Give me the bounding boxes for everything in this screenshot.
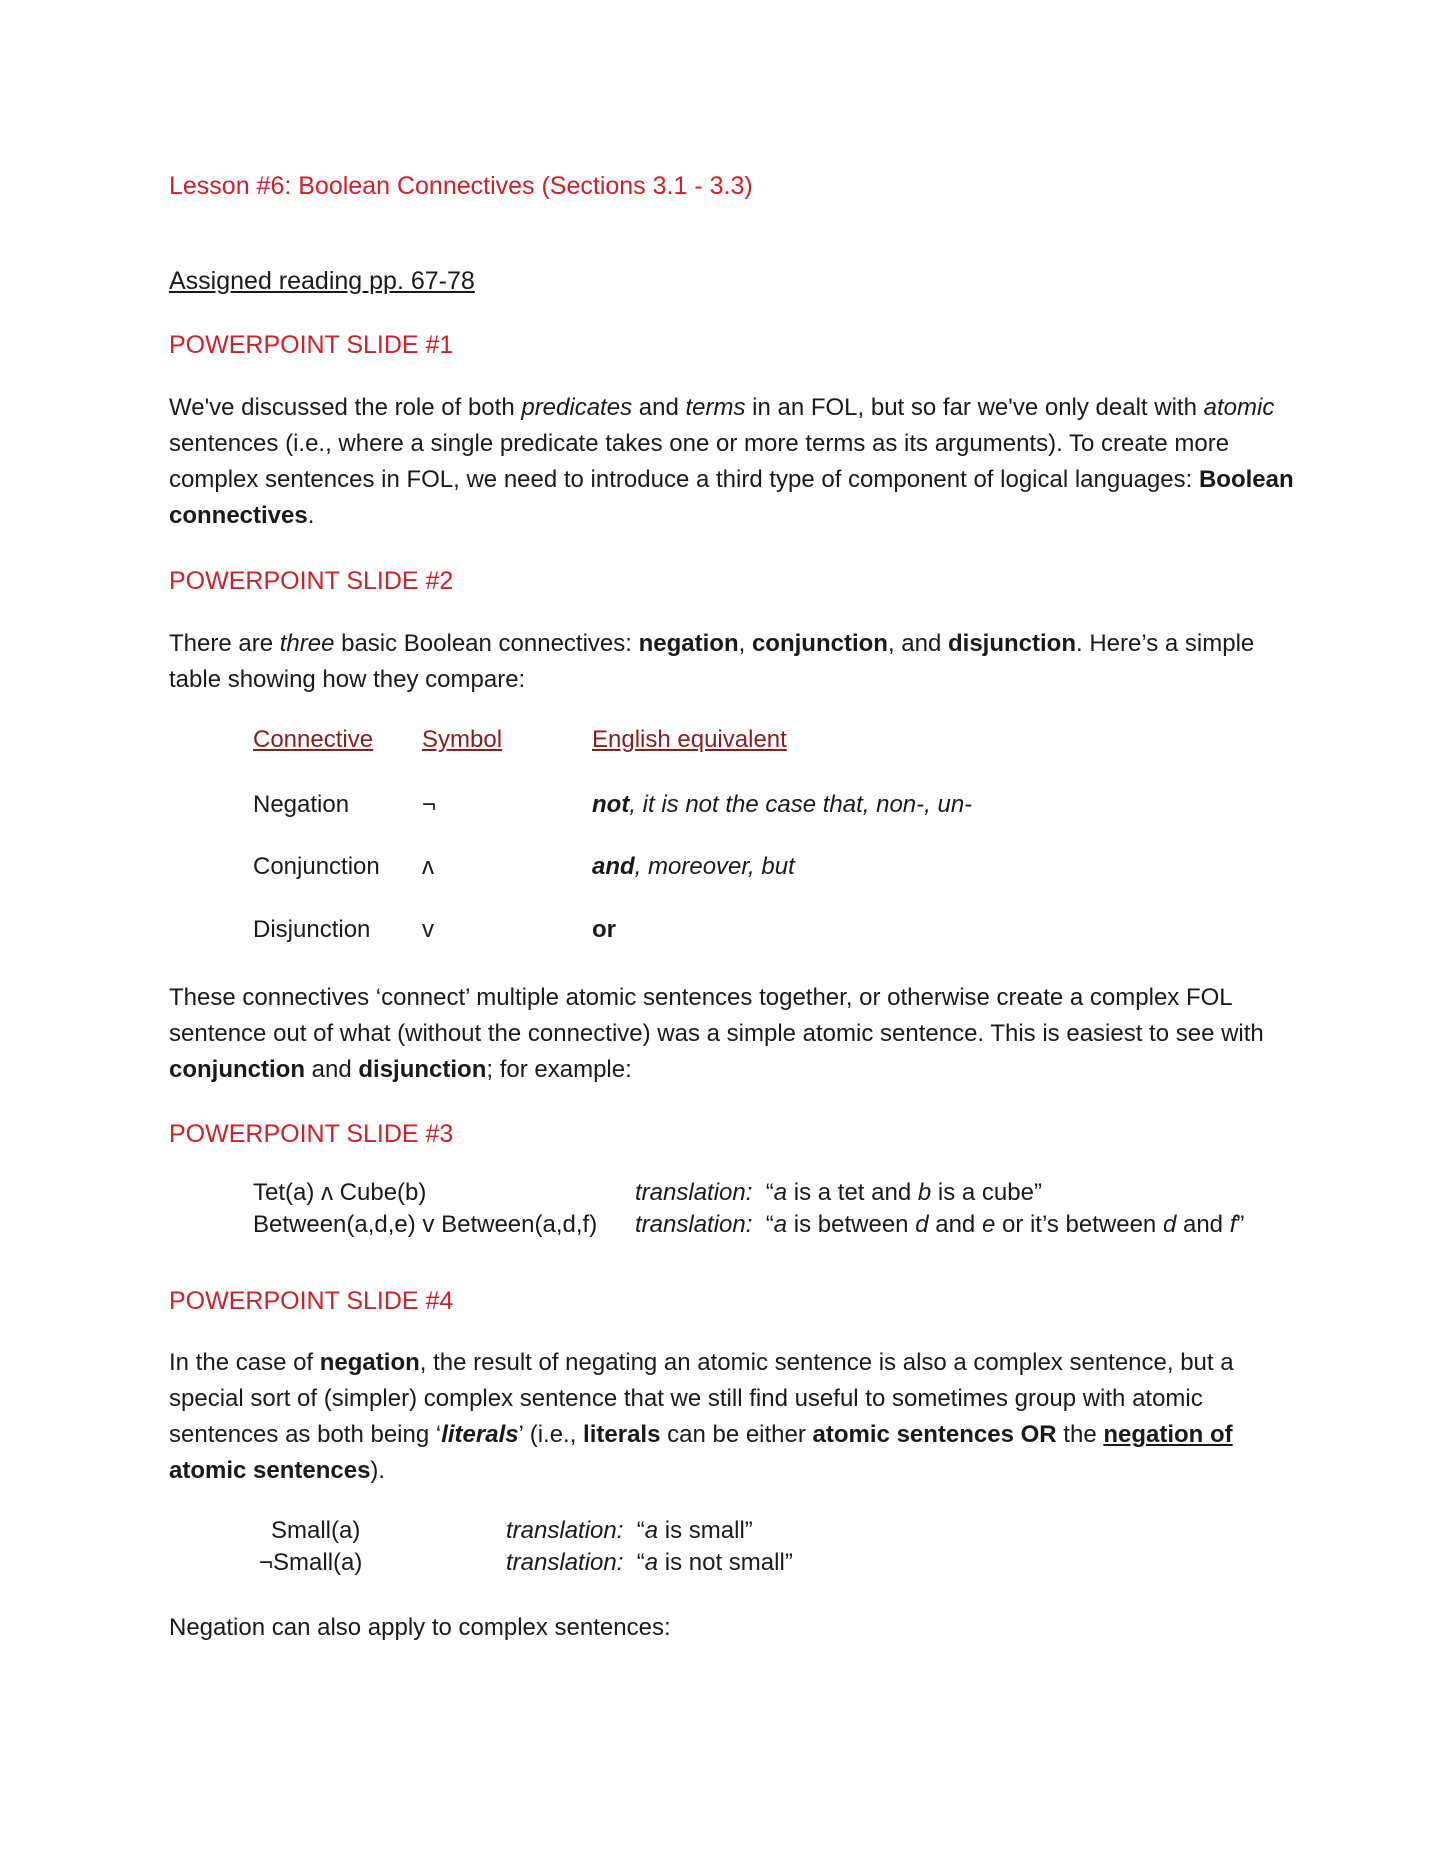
table-row-negation-symbol: ¬ (422, 791, 437, 818)
paragraph-1: We've discussed the role of both predicates and terms in an FOL, but so far we've only dealt with atomic sentences (i.e., where a single predicate takes one or more terms as its arguments). To create more complex sentences in FOL, we need to introduce a third type of component of logical languages: Boolean connectives. (169, 394, 1294, 529)
page-title: Lesson #6: Boolean Connectives (Sections 3.1 - 3.3) (169, 172, 753, 200)
slide-2-heading: POWERPOINT SLIDE #2 (169, 567, 454, 595)
table-header-english: English equivalent (592, 726, 787, 753)
example-formula: Small(a) (271, 1517, 361, 1544)
table-header-symbol: Symbol (422, 726, 503, 753)
slide-1-heading: POWERPOINT SLIDE #1 (169, 331, 454, 359)
example-formula: Between(a,d,e) v Between(a,d,f) (253, 1211, 598, 1238)
table-header-connective: Connective (253, 726, 374, 753)
table-row-disjunction-name: Disjunction (253, 916, 371, 943)
example-translation: translation: “a is between d and e or it’s between d and f” (635, 1211, 1245, 1238)
table-row-disjunction-english: or (592, 916, 616, 943)
paragraph-4: In the case of negation, the result of negating an atomic sentence is also a complex sentence, but a special sort of (simpler) complex sentence that we still find useful to sometimes group with atomic sentences as both being ‘literals’ (i.e., literals can be either atomic sentences OR the negation of atomic sentences). (169, 1349, 1234, 1484)
assigned-reading: Assigned reading pp. 67-78 (169, 267, 475, 295)
example-translation: translation: “a is not small” (506, 1549, 793, 1576)
paragraph-2: There are three basic Boolean connectives: negation, conjunction, and disjunction. Here’s a simple table showing how they compare: (169, 630, 1255, 693)
example-formula: Tet(a) ʌ Cube(b) (253, 1179, 427, 1206)
table-row-negation-english: not, it is not the case that, non-, un- (592, 791, 973, 818)
example-formula: ¬Small(a) (259, 1549, 363, 1576)
table-row-disjunction-symbol: v (422, 916, 434, 943)
example-translation: translation: “a is small” (506, 1517, 753, 1544)
example-translation: translation: “a is a tet and b is a cube” (635, 1179, 1042, 1206)
table-row-conjunction-english: and, moreover, but (592, 853, 795, 880)
slide-3-heading: POWERPOINT SLIDE #3 (169, 1120, 454, 1148)
paragraph-3: These connectives ‘connect’ multiple atomic sentences together, or otherwise create a complex FOL sentence out of what (without the connective) was a simple atomic sentence. This is easiest to see with conjunction and disjunction; for example: (169, 984, 1264, 1083)
table-row-conjunction-symbol: ʌ (422, 853, 434, 880)
table-row-negation-name: Negation (253, 791, 350, 818)
closing-line: Negation can also apply to complex sentences: (169, 1614, 671, 1641)
slide-4-heading: POWERPOINT SLIDE #4 (169, 1287, 454, 1315)
table-row-conjunction-name: Conjunction (253, 853, 380, 880)
